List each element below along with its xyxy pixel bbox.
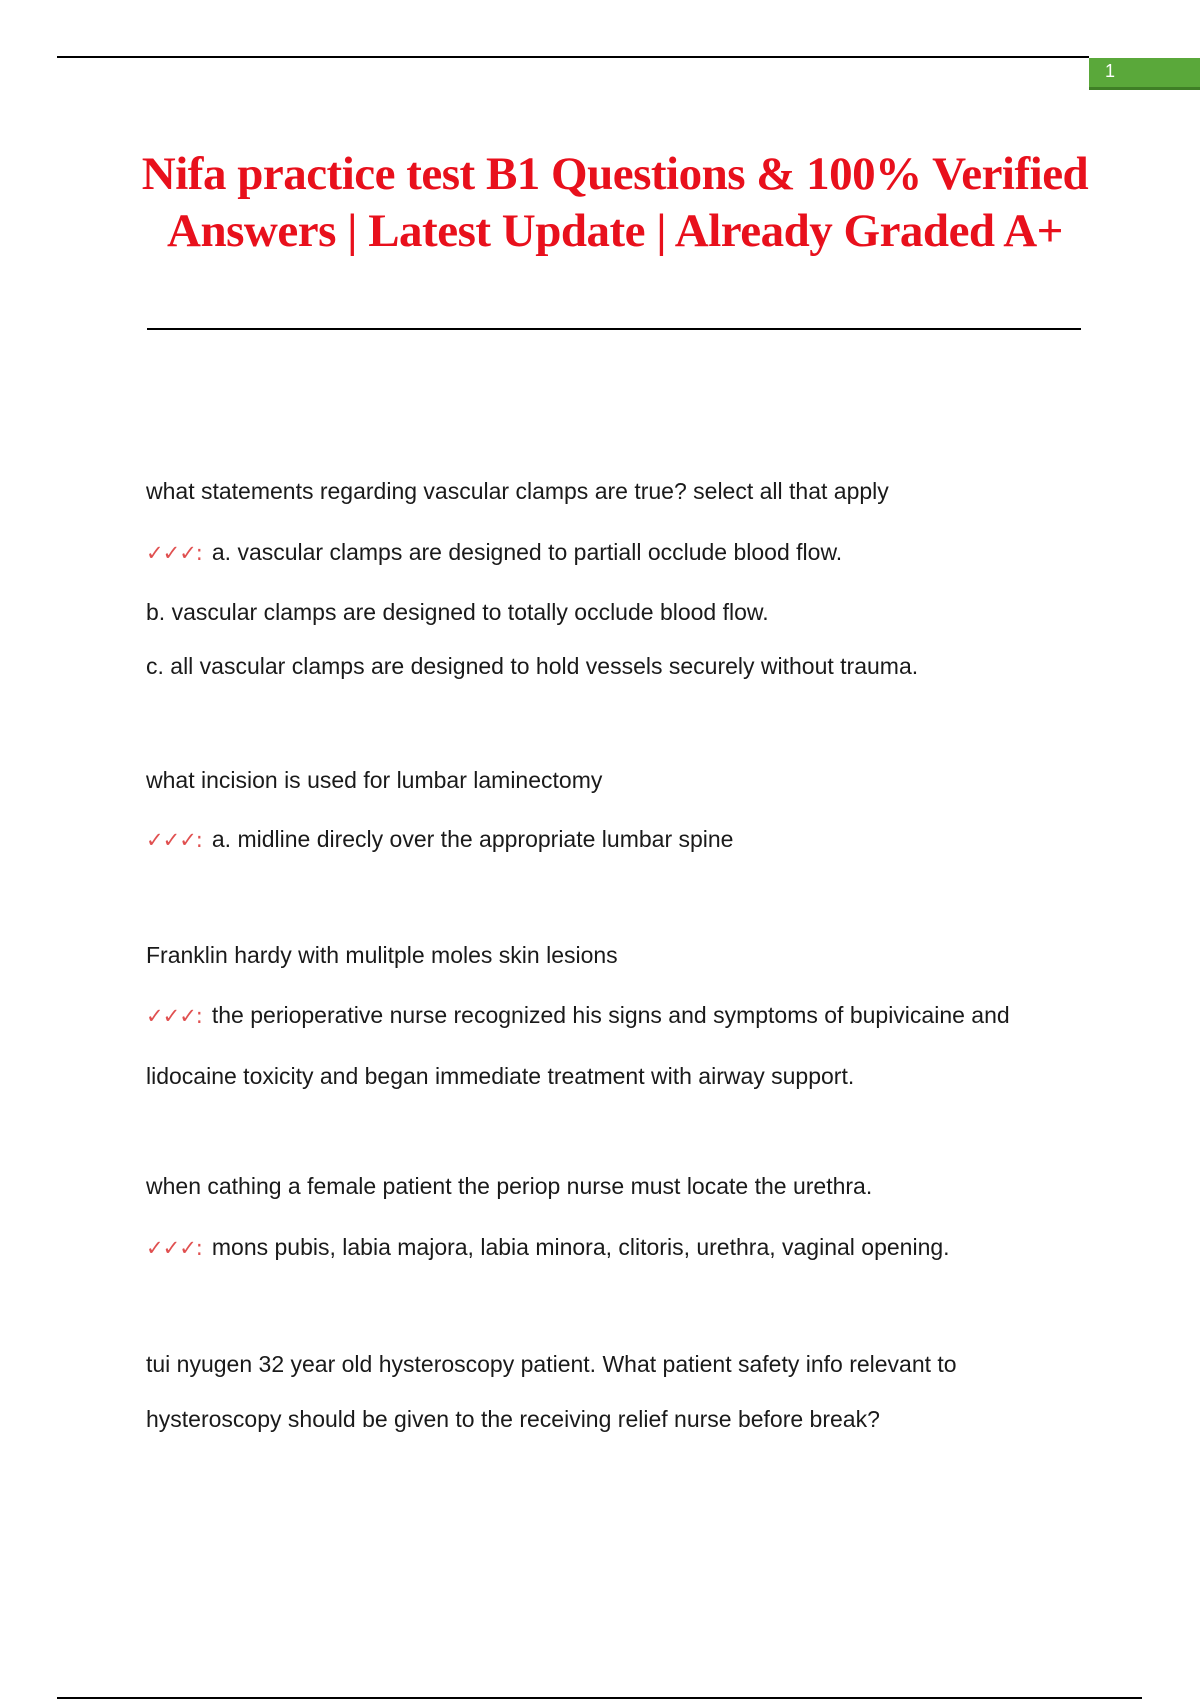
answer-2-text: a. midline direcly over the appropriate lumbar spine (211, 826, 734, 852)
check-mark-icon: ✓✓✓: (146, 1236, 202, 1260)
question-5-line-1: tui nyugen 32 year old hysteroscopy patient. What patient safety info relevant to (146, 1351, 957, 1377)
question-1: what statements regarding vascular clamps are true? select all that apply (146, 478, 889, 504)
title-divider (147, 328, 1081, 330)
document-title (120, 146, 1110, 260)
answer-3 (146, 1001, 1010, 1030)
answer-1-text: a. vascular clamps are designed to partiall occlude blood flow. (211, 539, 843, 565)
bottom-rule (57, 1697, 1142, 1699)
title-line-2: Answers | Latest Update | Already Graded A+ (167, 205, 1063, 257)
answer-1-option-b: b. vascular clamps are designed to totally occlude blood flow. (146, 599, 769, 625)
answer-1 (146, 538, 842, 567)
answer-2 (146, 825, 733, 854)
answer-1-option-c: c. all vascular clamps are designed to hold vessels securely without trauma. (146, 653, 919, 679)
question-4: when cathing a female patient the periop nurse must locate the urethra. (146, 1173, 873, 1199)
question-5-line-2: hysteroscopy should be given to the receiving relief nurse before break? (146, 1406, 880, 1432)
question-2: what incision is used for lumbar laminectomy (146, 767, 603, 793)
page-number-tab (1089, 58, 1200, 90)
title-line-1: Nifa practice test B1 Questions & 100% Verified (141, 148, 1089, 200)
question-3: Franklin hardy with mulitple moles skin lesions (146, 942, 618, 968)
answer-3-continued: lidocaine toxicity and began immediate treatment with airway support. (146, 1063, 855, 1089)
answer-4-text: mons pubis, labia majora, labia minora, clitoris, urethra, vaginal opening. (211, 1234, 950, 1260)
answer-4 (146, 1233, 950, 1262)
check-mark-icon: ✓✓✓: (146, 541, 202, 565)
answer-3-text: the perioperative nurse recognized his signs and symptoms of bupivicaine and (211, 1002, 1010, 1028)
page-number: 1 (1105, 61, 1116, 81)
top-rule (57, 56, 1089, 58)
check-mark-icon: ✓✓✓: (146, 828, 202, 852)
check-mark-icon: ✓✓✓: (146, 1004, 202, 1028)
